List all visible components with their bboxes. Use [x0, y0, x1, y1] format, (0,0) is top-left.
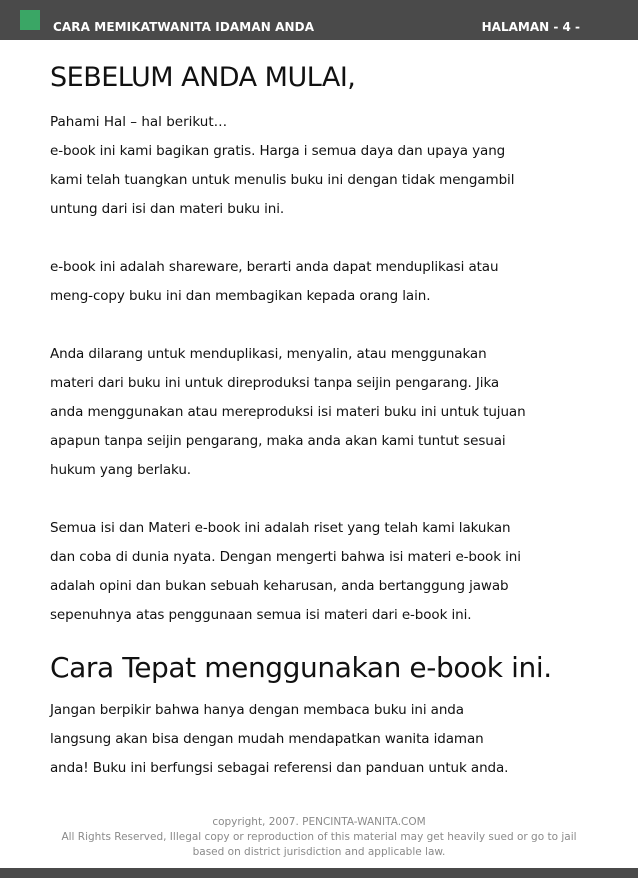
copyright-text: copyright, 2007. PENCINTA-WANITA.COM: [212, 816, 426, 828]
paragraph-line: dan coba di dunia nyata. Dengan mengerti bahwa isi materi e-book ini: [50, 549, 521, 565]
paragraph-usage: [50, 696, 610, 783]
paragraph-line: e-book ini adalah shareware, berarti anda dapat menduplikasi atau: [50, 259, 499, 275]
paragraph-line: Anda dilarang untuk menduplikasi, menyalin, atau menggunakan: [50, 346, 487, 362]
paragraph-line: anda menggunakan atau mereproduksi isi materi buku ini untuk tujuan: [50, 404, 526, 420]
page-content: [50, 58, 610, 783]
paragraph-line: Semua isi dan Materi e-book ini adalah riset yang telah kami lakukan: [50, 520, 511, 536]
paragraph-prohibition: [50, 340, 610, 485]
paragraph-line: meng-copy buku ini dan membagikan kepada orang lain.: [50, 288, 431, 304]
header-title: CARA MEMIKATWANITA IDAMAN ANDA: [53, 20, 315, 34]
paragraph-line: untung dari isi dan materi buku ini.: [50, 201, 285, 217]
page-header: [0, 0, 638, 40]
section-title-how-to-use: Cara Tepat menggunakan e-book ini.: [50, 651, 552, 684]
paragraph-line: apapun tanpa seijin pengarang, maka anda akan kami tuntut sesuai: [50, 433, 506, 449]
paragraph-line: adalah opini dan bukan sebuah keharusan, anda bertanggung jawab: [50, 578, 509, 594]
paragraph-line: sepenuhnya atas penggunaan semua isi materi dari e-book ini.: [50, 607, 472, 623]
paragraph-line: Jangan berpikir bahwa hanya dengan membaca buku ini anda: [50, 702, 464, 718]
paragraph-line: anda! Buku ini berfungsi sebagai referensi dan panduan untuk anda.: [50, 760, 509, 776]
paragraph-line: hukum yang berlaku.: [50, 462, 191, 478]
paragraph-line: e-book ini kami bagikan gratis. Harga i semua daya dan upaya yang: [50, 143, 506, 159]
paragraph-free-ebook: [50, 137, 610, 224]
paragraph-disclaimer: [50, 514, 610, 630]
rights-text-line: based on district jurisdiction and applicable law.: [192, 846, 446, 858]
paragraph-line: langsung akan bisa dengan mudah mendapatkan wanita idaman: [50, 731, 484, 747]
intro-text: Pahami Hal – hal berikut…: [50, 114, 228, 130]
header-square-icon: [20, 10, 40, 30]
paragraph-shareware: [50, 253, 610, 311]
rights-text-line: All Rights Reserved, Illegal copy or reproduction of this material may get heavily sued or go to jail: [61, 831, 577, 843]
paragraph-line: materi dari buku ini untuk direproduksi tanpa seijin pengarang. Jika: [50, 375, 500, 391]
page-number-label: HALAMAN - 4 -: [481, 20, 580, 34]
paragraph-line: kami telah tuangkan untuk menulis buku ini dengan tidak mengambil: [50, 172, 515, 188]
page-footer: [0, 815, 638, 860]
section-title-before-start: SEBELUM ANDA MULAI,: [50, 62, 356, 93]
bottom-bar: [0, 868, 638, 878]
